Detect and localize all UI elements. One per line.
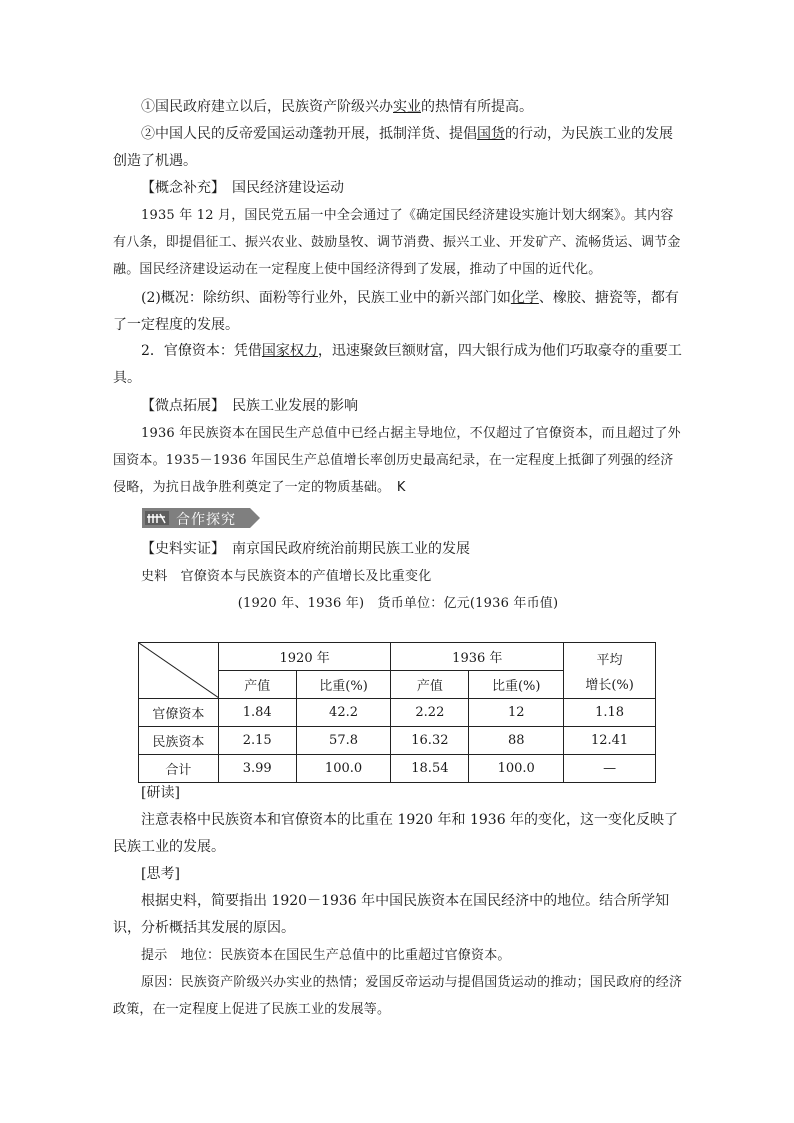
cell-value-1936: 2.22 (391, 699, 469, 727)
concept-heading: 【概念补充】 国民经济建设运动 (141, 180, 344, 196)
cell-share-1936: 100.0 (469, 755, 564, 783)
k-mark: K (396, 480, 406, 495)
cell-share-1920: 42.2 (296, 699, 391, 727)
banner-label: 合作探究 (176, 512, 236, 528)
underlined-term: 化学 (510, 290, 539, 306)
text: (2)概况：除纺织、面粉等行业外，民族工业中的新兴部门如 (141, 290, 511, 306)
header-average-growth (564, 643, 656, 699)
table-row (139, 755, 656, 783)
cooperative-inquiry-banner (142, 508, 260, 528)
cell-growth: 12.41 (564, 727, 656, 755)
header-share-1920: 比重(%) (296, 671, 391, 699)
text: ①国民政府建立以后，民族资产阶级兴办 (141, 99, 393, 115)
text: ②中国人民的反帝爱国运动蓬勃开展，抵制洋货、提倡 (141, 126, 477, 142)
cell-growth: — (564, 755, 656, 783)
cell-share-1936: 88 (469, 727, 564, 755)
text: 的热情有所提高。 (421, 99, 533, 115)
cell-value-1920: 3.99 (218, 755, 296, 783)
paragraph-patriotic-movement (113, 121, 683, 175)
text: 、橡胶、搪瓷等，都有了一定程度的发展。 (113, 290, 679, 333)
underlined-term: 国家权力 (261, 343, 318, 359)
table-row (139, 699, 656, 727)
source-subtitle: (1920 年、1936 年) 货币单位：亿元(1936 年币值) (237, 596, 559, 611)
table-header-row (139, 643, 656, 671)
underlined-term: 实业 (393, 99, 421, 115)
header-share-1936: 比重(%) (469, 671, 564, 699)
underlined-term: 国货 (477, 126, 505, 142)
header-year-1920: 1920 年 (218, 643, 391, 671)
row-label: 官僚资本 (139, 699, 219, 727)
text: 1936 年民族资本在国民生产总值中已经占据主导地位，不仅超过了官僚资本，而且超过了外国资本。1935－1936 年国民生产总值增长率创历史最高纪录，在一定程度上抵御了列强的经济侵略，为抗日战争胜利奠定了一定的物质基础。 (113, 426, 681, 495)
think-label: [思考] (141, 866, 180, 882)
text: 的行动，为民族工业的发展创造了机遇。 (113, 126, 673, 169)
cell-value-1936: 18.54 (391, 755, 469, 783)
reason-body: 原因：民族资产阶级兴办实业的热情；爱国反帝运动与提倡国货运动的推动；国民政府的经济政策，在一定程度上促进了民族工业的发展等。 (113, 975, 683, 1017)
cell-value-1920: 1.84 (218, 699, 296, 727)
source-title: 史料 官僚资本与民族资本的产值增长及比重变化 (141, 569, 432, 584)
text: ，迅速聚敛巨额财富，四大银行成为他们巧取豪夺的重要工具。 (113, 343, 682, 386)
paragraph-enterprise-enthusiasm (113, 94, 683, 121)
study-label: [研读] (141, 785, 180, 801)
capital-table (138, 642, 656, 783)
cell-value-1936: 16.32 (391, 727, 469, 755)
text: 2．官僚资本：凭借 (141, 343, 262, 359)
micro-body (113, 420, 683, 501)
cell-share-1920: 57.8 (296, 727, 391, 755)
header-year-1936: 1936 年 (391, 643, 564, 671)
cell-share-1936: 12 (469, 699, 564, 727)
hint-body: 提示 地位：民族资本在国民生产总值中的比重超过官僚资本。 (141, 948, 511, 963)
header-value-1920: 产值 (218, 671, 296, 699)
row-label: 合计 (139, 755, 219, 783)
row-label: 民族资本 (139, 727, 219, 755)
study-body: 注意表格中民族资本和官僚资本的比重在 1920 年和 1936 年的变化，这一变化反映了民族工业的发展。 (113, 812, 679, 855)
table-row (139, 727, 656, 755)
micro-heading: 【微点拓展】 民族工业发展的影响 (141, 398, 358, 414)
header-average-line1: 平均 (596, 652, 623, 668)
paragraph-bureaucratic-capital (113, 338, 683, 392)
cell-growth: 1.18 (564, 699, 656, 727)
concept-body: 1935 年 12 月，国民党五届一中全会通过了《确定国民经济建设实施计划大纲案》。其内容有八条，即提倡征工、振兴农业、鼓励垦牧、调节消费、振兴工业、开发矿产、流畅货运、调节金融。国民经济建设运动在一定程度上使中国经济得到了发展，推动了中国的近代化。 (113, 208, 681, 277)
header-average-line2: 增长(%) (585, 677, 634, 693)
think-body: 根据史料，简要指出 1920－1936 年中国民族资本在国民经济中的地位。结合所学知识，分析概括其发展的原因。 (113, 893, 670, 936)
diagonal-corner-cell (139, 643, 219, 699)
cell-share-1920: 100.0 (296, 755, 391, 783)
cell-value-1920: 2.15 (218, 727, 296, 755)
source-heading: 【史料实证】 南京国民政府统治前期民族工业的发展 (141, 541, 470, 557)
diagonal-line (139, 643, 219, 698)
paragraph-overview (113, 285, 683, 339)
header-value-1936: 产值 (391, 671, 469, 699)
